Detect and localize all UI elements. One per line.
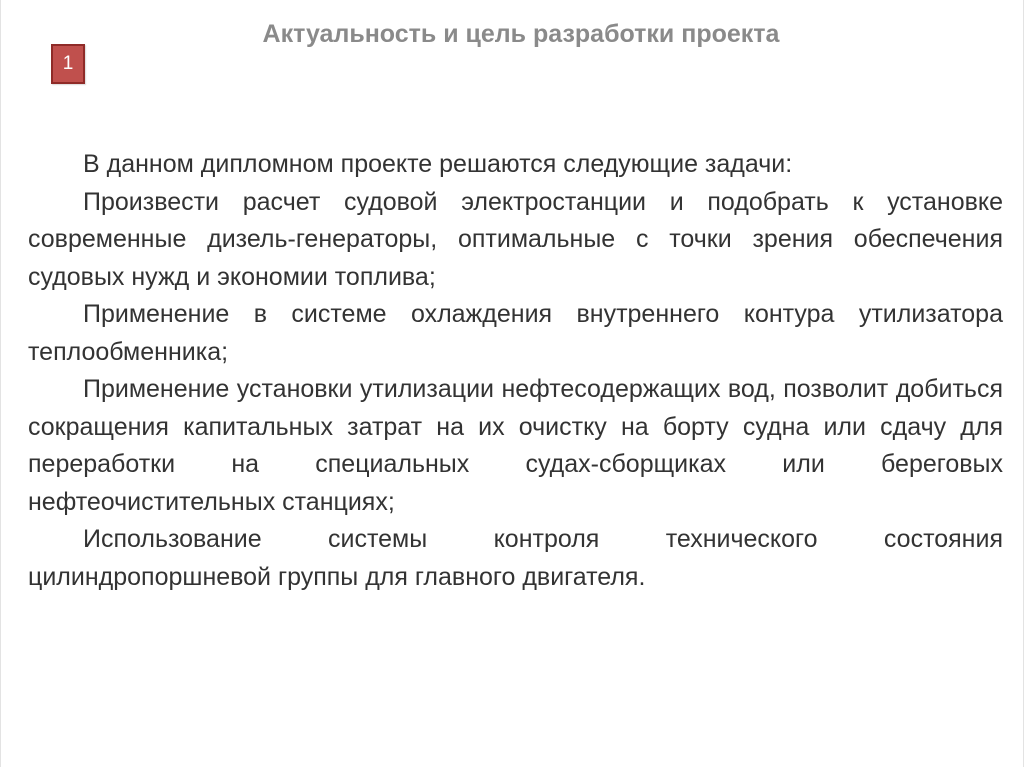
paragraph-task-oily-water: Применение установки утилизации нефтесодержащих вод, позволит добиться сокращения капитальных затрат на их очистку на борту судна или сдачу для переработки на специальных судах-сборщиках или береговых нефтеочистительных станциях; <box>28 375 1003 516</box>
slide-number-badge: 1 <box>51 44 85 84</box>
paragraph-task-cooling: Применение в системе охлаждения внутреннего контура утилизатора теплообменника; <box>28 300 1003 366</box>
slide-body <box>28 146 1003 596</box>
paragraph-task-power-plant: Произвести расчет судовой электростанции и подобрать к установке современные дизель-генераторы, оптимальные с точки зрения обеспечения судовых нужд и экономии топлива; <box>28 187 1003 291</box>
paragraph-intro: В данном дипломном проекте решаются следующие задачи: <box>83 150 793 178</box>
slide-title: Актуальность и цель разработки проекта <box>262 20 780 48</box>
paragraph-task-monitoring: Использование системы контроля технического состояния цилиндропоршневой группы для главного двигателя. <box>28 525 1003 591</box>
